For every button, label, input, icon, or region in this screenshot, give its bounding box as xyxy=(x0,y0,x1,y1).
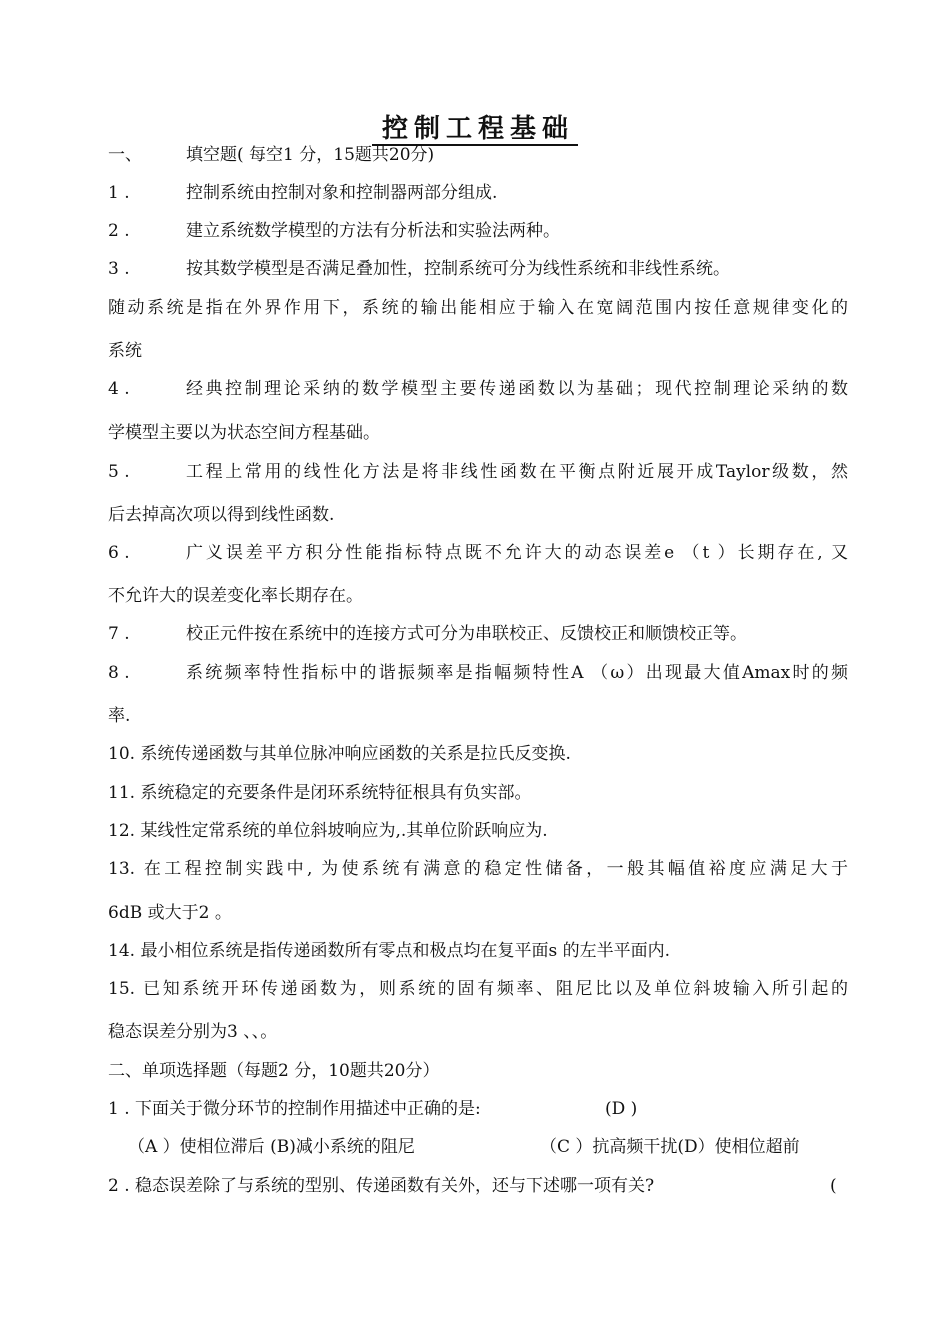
question-4-line2: 学模型主要以为状态空间方程基础。 xyxy=(108,423,380,443)
question-7: 7 . 校正元件按在系统中的连接方式可分为串联校正、反馈校正和顺馈校正等。 xyxy=(108,624,747,644)
section2-heading: 二、单项选择题（每题2 分，10题共20分） xyxy=(108,1061,440,1081)
choice-question-1: 1 . 下面关于微分环节的控制作用描述中正确的是: (D ) xyxy=(108,1099,638,1119)
question-10: 10. 系统传递函数与其单位脉冲响应函数的关系是拉氏反变换. xyxy=(108,744,571,764)
choice-question-1-options-a: （A ）使相位滞后 (B)减小系统的阻尼 xyxy=(128,1137,415,1157)
question-12: 12. 某线性定常系统的单位斜坡响应为,.其单位阶跃响应为. xyxy=(108,821,548,841)
question-8: 8 . 系统频率特性指标中的谐振频率是指幅频特性A （ω）出现最大值Amax时的频 xyxy=(108,663,848,683)
question-1: 1 . 控制系统由控制对象和控制器两部分组成. xyxy=(108,183,498,203)
question-6-line2: 不允许大的误差变化率长期存在。 xyxy=(108,586,363,606)
question-15-line2: 稳态误差分别为3 、、。 xyxy=(108,1022,278,1042)
choice-question-1-answer: (D ) xyxy=(605,1099,638,1119)
question-13-line2: 6dB 或大于2 。 xyxy=(108,903,232,923)
question-2: 2 . 建立系统数学模型的方法有分析法和实验法两种。 xyxy=(108,221,560,241)
question-5: 5 . 工程上常用的线性化方法是将非线性函数在平衡点附近展开成Taylor级数，然 xyxy=(108,462,848,482)
choice-question-2: 2 . 稳态误差除了与系统的型别、传递函数有关外，还与下述哪一项有关? ( xyxy=(108,1176,837,1196)
question-4: 4 . 经典控制理论采纳的数学模型主要传递函数以为基础；现代控制理论采纳的数 xyxy=(108,379,848,399)
section1-heading: 一、 填空题( 每空1 分，15题共20分) xyxy=(108,145,435,165)
question-14: 14. 最小相位系统是指传递函数所有零点和极点均在复平面s 的左半平面内. xyxy=(108,941,670,961)
question-8-line2: 率. xyxy=(108,706,131,726)
question-3: 3 . 按其数学模型是否满足叠加性，控制系统可分为线性系统和非线性系统。 xyxy=(108,259,730,279)
question-13-line1: 13. 在工程控制实践中, 为使系统有满意的稳定性储备，一般其幅值裕度应满足大于 xyxy=(108,859,848,879)
question-15-line1: 15. 已知系统开环传递函数为，则系统的固有频率、阻尼比以及单位斜坡输入所引起的 xyxy=(108,979,848,999)
title-text: 控制工程基础 xyxy=(372,114,578,146)
choice-question-2-paren: ( xyxy=(830,1176,837,1196)
question-5-line2: 后去掉高次项以得到线性函数. xyxy=(108,505,335,525)
choice-question-1-options-b: （C ）抗高频干扰(D）使相位超前 xyxy=(540,1137,800,1157)
question-6: 6 . 广义误差平方积分性能指标特点既不允许大的动态误差e （t ）长期存在, 又 xyxy=(108,543,848,563)
question-3b-line2: 系统 xyxy=(108,341,142,361)
document-title xyxy=(0,108,950,145)
question-3b-line1: 随动系统是指在外界作用下，系统的输出能相应于输入在宽阔范围内按任意规律变化的 xyxy=(108,298,848,318)
question-11: 11. 系统稳定的充要条件是闭环系统特征根具有负实部。 xyxy=(108,783,532,803)
